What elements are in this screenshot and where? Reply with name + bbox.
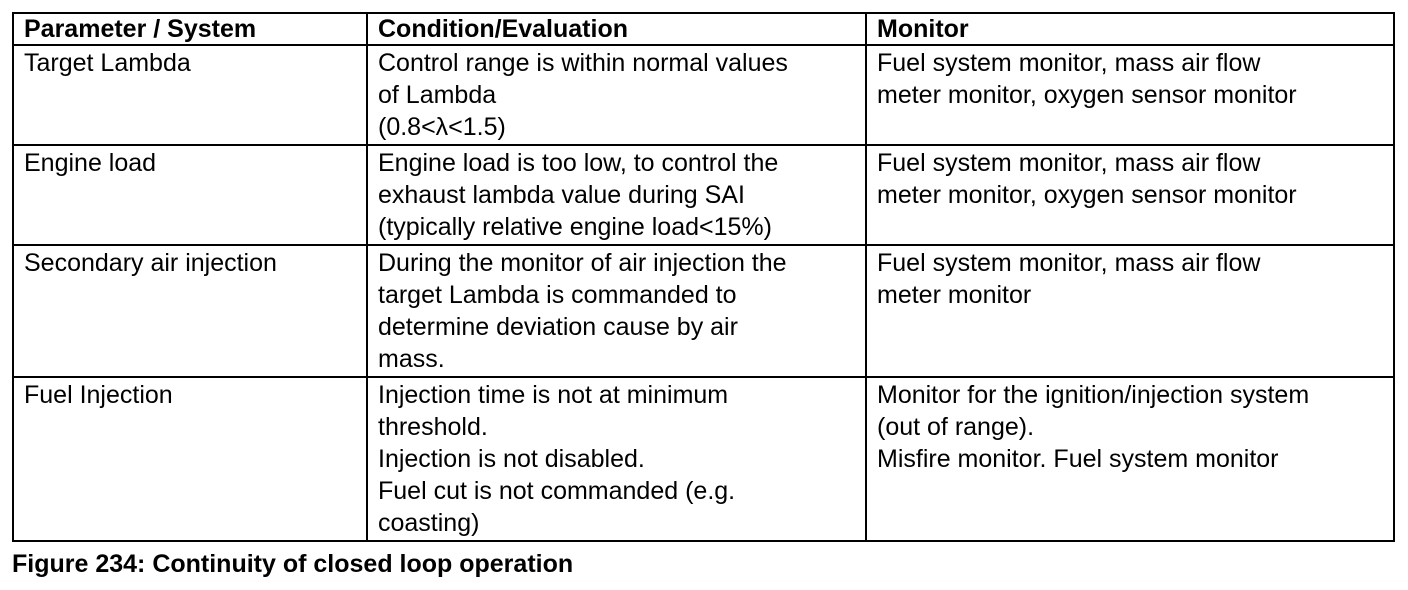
cell-text: Monitor for the ignition/injection system (877, 381, 1310, 409)
cell-text: Fuel system monitor, mass air flow (877, 49, 1261, 77)
cell-text: Injection is not disabled. (378, 445, 645, 473)
cell-text: Engine load (24, 149, 157, 177)
header-parameter-system: Parameter / System (13, 13, 367, 45)
document-page (12, 12, 1394, 542)
table-header-row (13, 13, 1394, 45)
cell-text: Engine load is too low, to control the (378, 149, 779, 177)
cell-text: Fuel system monitor, mass air flow (877, 249, 1261, 277)
cell-text: Fuel Injection (24, 381, 173, 409)
cell-text: target Lambda is commanded to (378, 281, 737, 309)
cell-text: (0.8<λ<1.5) (378, 113, 506, 141)
cell-text: meter monitor, oxygen sensor monitor (877, 181, 1297, 209)
cell-condition (367, 245, 866, 377)
cell-text: Fuel cut is not commanded (e.g. (378, 477, 736, 505)
cell-text: Secondary air injection (24, 249, 277, 277)
cell-monitor (866, 377, 1394, 541)
cell-text: exhaust lambda value during SAI (378, 181, 745, 209)
cell-condition (367, 45, 866, 145)
cell-condition (367, 145, 866, 245)
cell-text: Target Lambda (24, 49, 191, 77)
closed-loop-continuity-table (12, 12, 1395, 542)
table-row (13, 145, 1394, 245)
cell-monitor (866, 45, 1394, 145)
cell-text: coasting) (378, 509, 480, 537)
cell-text: mass. (378, 345, 445, 373)
table-row (13, 377, 1394, 541)
cell-parameter (13, 377, 367, 541)
cell-monitor (866, 245, 1394, 377)
header-monitor: Monitor (866, 13, 1394, 45)
cell-text: (typically relative engine load<15%) (378, 213, 772, 241)
header-condition-evaluation: Condition/Evaluation (367, 13, 866, 45)
cell-text: Misfire monitor. Fuel system monitor (877, 445, 1279, 473)
cell-text: of Lambda (378, 81, 497, 109)
cell-parameter (13, 45, 367, 145)
figure-caption: Figure 234: Continuity of closed loop operation (12, 550, 574, 578)
cell-text: Fuel system monitor, mass air flow (877, 149, 1261, 177)
cell-condition (367, 377, 866, 541)
cell-parameter (13, 145, 367, 245)
table-row (13, 45, 1394, 145)
cell-text: threshold. (378, 413, 488, 441)
cell-monitor (866, 145, 1394, 245)
cell-text: Control range is within normal values (378, 49, 788, 77)
cell-text: meter monitor, oxygen sensor monitor (877, 81, 1297, 109)
cell-text: During the monitor of air injection the (378, 249, 787, 277)
cell-text: determine deviation cause by air (378, 313, 738, 341)
cell-text: Injection time is not at minimum (378, 381, 729, 409)
cell-parameter (13, 245, 367, 377)
cell-text: meter monitor (877, 281, 1032, 309)
cell-text: (out of range). (877, 413, 1035, 441)
table-row (13, 245, 1394, 377)
